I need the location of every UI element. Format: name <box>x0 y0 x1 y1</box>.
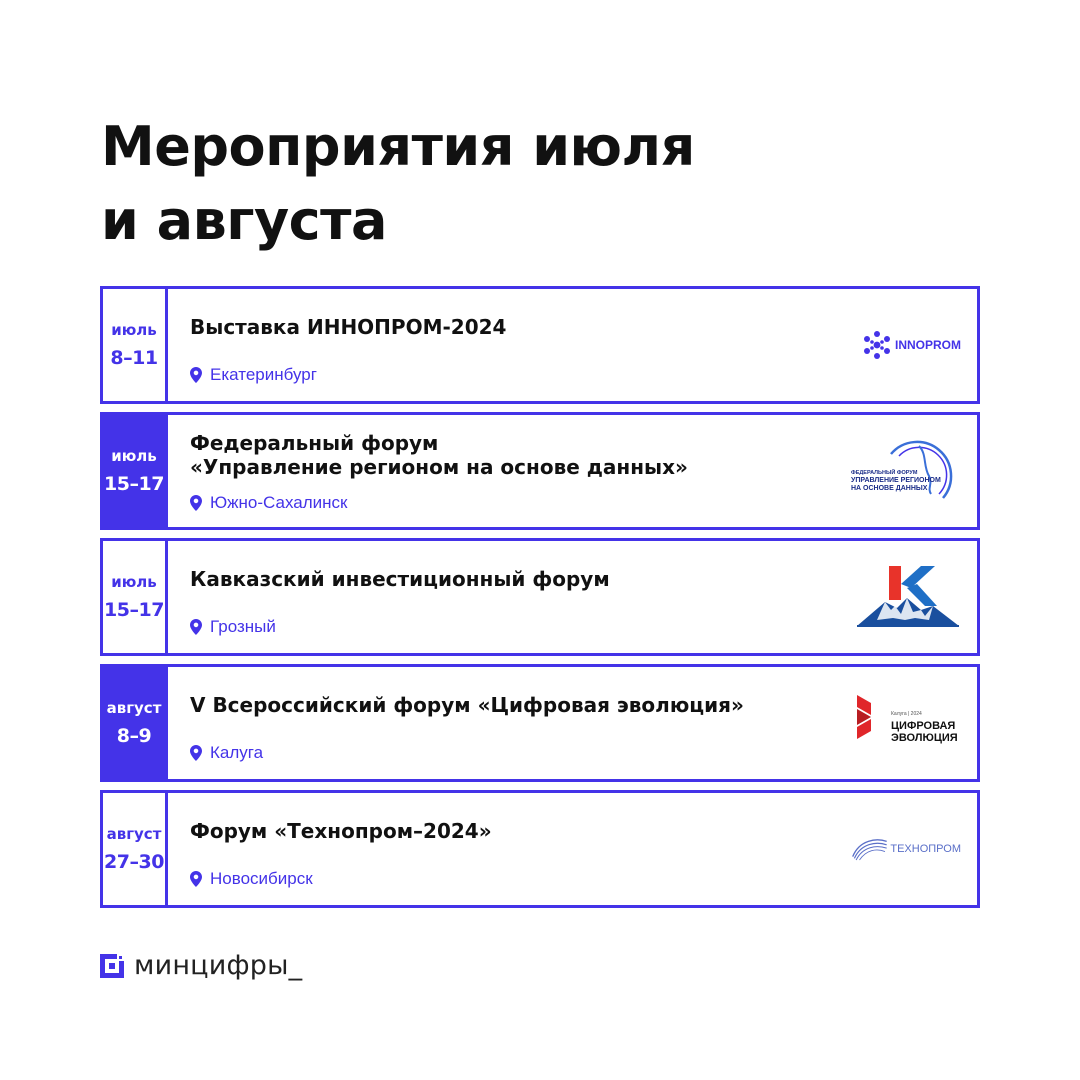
event-location <box>190 493 347 513</box>
event-month: август <box>106 699 162 717</box>
event-card-regional-data-forum[interactable] <box>100 412 980 530</box>
event-title: Выставка ИННОПРОМ-2024 <box>190 315 507 339</box>
event-city: Калуга <box>210 743 264 762</box>
logo-text-line-1: ФЕДЕРАЛЬНЫЙ ФОРУМ <box>851 470 918 476</box>
mintsifry-square-logo-icon <box>100 954 124 978</box>
event-title: Форум «Технопром–2024» <box>190 819 492 843</box>
innoprom-mark-icon <box>862 330 892 360</box>
event-days: 8–9 <box>116 725 152 747</box>
digital-evolution-mark-icon <box>857 693 961 753</box>
event-date <box>103 793 168 905</box>
regional-data-forum-logo-icon <box>851 431 961 511</box>
event-month: июль <box>111 321 157 339</box>
regional-data-forum-mark-icon <box>851 436 961 506</box>
events-list <box>100 286 980 916</box>
event-date <box>103 415 168 527</box>
digital-evolution-logo-icon <box>851 683 961 763</box>
event-location <box>190 617 276 637</box>
event-date <box>103 667 168 779</box>
logo-text-line-2: ЭВОЛЮЦИЯ <box>891 732 958 744</box>
footer-brand <box>100 950 302 981</box>
event-location <box>190 365 317 385</box>
event-month: июль <box>111 573 157 591</box>
event-card-innoprom[interactable] <box>100 286 980 404</box>
event-location <box>190 869 313 889</box>
event-city: Екатеринбург <box>210 365 317 384</box>
event-days: 15–17 <box>104 599 164 621</box>
location-pin-icon <box>190 745 202 761</box>
location-pin-icon <box>190 495 202 511</box>
event-month: август <box>106 825 162 843</box>
event-date <box>103 541 168 653</box>
logo-text-line-1: ЦИФРОВАЯ <box>891 720 956 732</box>
event-location <box>190 743 263 763</box>
event-days: 27–30 <box>104 851 164 873</box>
caucasus-forum-k-mountain-logo-icon <box>851 557 961 637</box>
event-date <box>103 289 168 401</box>
event-title: Федеральный форум «Управление регионом на основе данных» <box>190 431 688 479</box>
logo-text-line-2: УПРАВЛЕНИЕ РЕГИОНОМ <box>851 477 941 484</box>
technoprom-logo-icon <box>851 809 961 889</box>
innoprom-logo-text: INNOPROM <box>895 338 961 352</box>
technoprom-mark-icon <box>851 834 888 864</box>
page-title-line-2: и августа <box>101 189 387 252</box>
event-month: июль <box>111 447 157 465</box>
footer-brand-text: минцифры_ <box>134 950 303 981</box>
k-mountain-mark-icon <box>855 562 961 632</box>
location-pin-icon <box>190 619 202 635</box>
event-card-digital-evolution[interactable] <box>100 664 980 782</box>
logo-small-text: Калуга | 2024 <box>891 711 922 717</box>
event-days: 8–11 <box>110 347 158 369</box>
event-days: 15–17 <box>104 473 164 495</box>
page-title-line-1: Мероприятия июля <box>101 115 695 178</box>
location-pin-icon <box>190 871 202 887</box>
location-pin-icon <box>190 367 202 383</box>
page-title <box>101 110 901 258</box>
event-city: Новосибирск <box>210 869 313 888</box>
event-title: Кавказский инвестиционный форум <box>190 567 610 591</box>
event-city: Грозный <box>210 617 276 636</box>
event-card-caucasus-forum[interactable] <box>100 538 980 656</box>
innoprom-logo-icon <box>851 305 961 385</box>
event-city: Южно-Сахалинск <box>210 493 348 512</box>
event-card-technoprom[interactable] <box>100 790 980 908</box>
event-title: V Всероссийский форум «Цифровая эволюция» <box>190 693 744 717</box>
logo-text-line-3: НА ОСНОВЕ ДАННЫХ <box>851 485 928 492</box>
technoprom-logo-text: ТЕХНОПРОМ <box>890 843 961 855</box>
